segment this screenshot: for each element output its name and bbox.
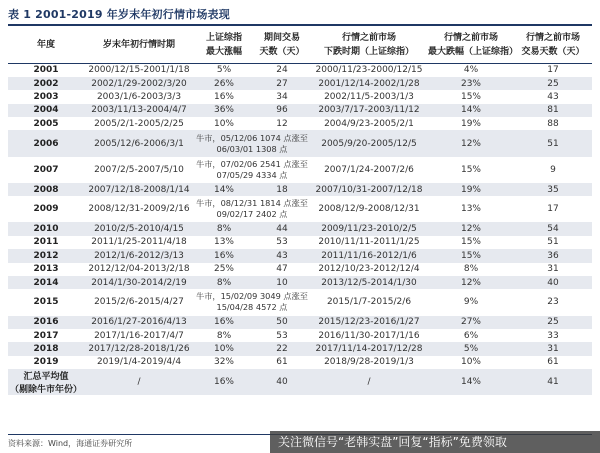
period-cell: 2019/1/4-2019/4/4 (96, 357, 182, 368)
pre-period-cell: 2007/1/24-2007/2/6 (324, 164, 414, 175)
table-title: 表 1 2001-2019 年岁末年初行情市场表现 (8, 8, 230, 21)
year-cell: 2009 (33, 204, 59, 215)
pre-days-cell: 81 (514, 104, 592, 117)
period-cell: 2005/12/6-2006/3/1 (84, 130, 194, 156)
max-rise-cell: 10% (194, 342, 254, 355)
period-cell: 2007/12/18-2008/1/14 (84, 183, 194, 196)
max-rise-cell: 16% (213, 91, 234, 102)
max-rise-cell: 5% (216, 65, 232, 76)
header-max-rise: 上证综指 最大涨幅 (194, 27, 254, 63)
table-row (8, 249, 592, 262)
days-cell: 47 (276, 264, 288, 275)
pre-period-cell: 2013/12/5-2014/1/30 (310, 276, 428, 289)
days-cell: 43 (254, 249, 310, 262)
summary-days-cell: 40 (254, 369, 310, 395)
period-cell: 2000/12/15-2001/1/18 (88, 65, 190, 76)
pre-drop-cell: 4% (463, 65, 479, 76)
days-cell: 24 (276, 65, 288, 76)
table-row (8, 276, 592, 289)
max-rise-cell: 16% (194, 316, 254, 329)
pre-drop-cell: 12% (428, 130, 514, 156)
period-cell: 2014/1/30-2014/2/19 (84, 276, 194, 289)
pre-drop-cell: 19% (428, 183, 514, 196)
pre-drop-cell: 19% (460, 118, 481, 129)
pre-days-cell: 40 (514, 276, 592, 289)
pre-days-cell: 17 (547, 204, 559, 215)
bull-note-cell: 牛市，15/02/09 3049 点涨至 15/04/28 4572 点 (196, 291, 308, 313)
title-rule (8, 24, 592, 26)
max-rise-cell: 13% (213, 237, 234, 248)
pre-period-cell: 2001/12/14-2002/1/28 (310, 77, 428, 90)
table-row (8, 329, 592, 342)
period-cell: 2003/11/13-2004/4/7 (84, 104, 194, 117)
table-row (8, 117, 592, 130)
days-cell: 22 (254, 342, 310, 355)
days-cell: 50 (254, 316, 310, 329)
pre-period-cell: 2008/12/9-2008/12/31 (318, 204, 420, 215)
pre-period-cell: 2003/7/17-2003/11/12 (310, 104, 428, 117)
header-period: 岁末年初行情时期 (84, 27, 194, 63)
days-cell: 34 (276, 91, 288, 102)
period-cell: 2002/1/29-2002/3/20 (84, 77, 194, 90)
period-cell: 2017/1/16-2017/4/7 (94, 330, 184, 341)
max-rise-cell: 36% (194, 104, 254, 117)
days-cell: 12 (276, 118, 288, 129)
pre-period-cell: 2009/11/23-2010/2/5 (310, 222, 428, 235)
table-row (8, 222, 592, 235)
max-rise-cell: 14% (194, 183, 254, 196)
pre-days-cell: 23 (547, 297, 559, 308)
year-cell: 2007 (33, 164, 59, 175)
period-cell: 2017/12/28-2018/1/26 (84, 342, 194, 355)
table-row (8, 130, 592, 156)
pre-drop-cell: 15% (460, 237, 481, 248)
summary-period-cell: / (84, 369, 194, 395)
table-row (8, 157, 592, 183)
header-year: 年度 (8, 27, 84, 63)
table-row (8, 104, 592, 117)
bull-note-cell: 牛市，08/12/31 1814 点涨至 09/02/17 2402 点 (196, 198, 308, 220)
table-row (8, 236, 592, 249)
summary-pre-period-cell: / (310, 369, 428, 395)
year-cell: 2012 (8, 249, 84, 262)
days-cell: 53 (276, 330, 288, 341)
year-cell: 2005 (33, 118, 59, 129)
pre-drop-cell: 12% (428, 222, 514, 235)
days-cell: 27 (254, 77, 310, 90)
year-cell: 2013 (33, 264, 59, 275)
year-cell: 2015 (33, 297, 59, 308)
year-cell: 2003 (33, 91, 59, 102)
pre-drop-cell: 15% (428, 249, 514, 262)
pre-drop-cell: 5% (428, 342, 514, 355)
year-cell: 2002 (8, 77, 84, 90)
days-cell: 96 (254, 104, 310, 117)
pre-period-cell: 2018/9/28-2019/1/3 (324, 357, 414, 368)
days-cell: 18 (254, 183, 310, 196)
table-row (8, 289, 592, 315)
pre-drop-cell: 15% (460, 91, 481, 102)
pre-period-cell: 2017/11/14-2017/12/28 (310, 342, 428, 355)
max-rise-cell: 16% (194, 249, 254, 262)
pre-drop-cell: 14% (428, 104, 514, 117)
summary-pre-days-cell: 41 (514, 369, 592, 395)
pre-drop-cell: 27% (428, 316, 514, 329)
period-cell: 2005/2/1-2005/2/25 (94, 118, 184, 129)
pre-days-cell: 17 (547, 65, 559, 76)
period-cell: 2011/1/25-2011/4/18 (91, 237, 187, 248)
pre-drop-cell: 8% (463, 264, 479, 275)
pre-period-cell: 2005/9/20-2005/12/5 (310, 130, 428, 156)
pre-days-cell: 51 (514, 130, 592, 156)
pre-days-cell: 9 (550, 164, 556, 175)
days-cell: 10 (254, 276, 310, 289)
pre-days-cell: 25 (514, 77, 592, 90)
summary-row (8, 369, 592, 395)
year-cell: 2018 (8, 342, 84, 355)
pre-period-cell: 2015/12/23-2016/1/27 (310, 316, 428, 329)
table-row (8, 196, 592, 222)
pre-period-cell: 2010/11/11-2011/1/25 (318, 237, 420, 248)
max-rise-cell: 8% (216, 330, 232, 341)
table-row (8, 316, 592, 329)
pre-days-cell: 51 (547, 237, 559, 248)
period-cell: 2012/1/6-2012/3/13 (84, 249, 194, 262)
pre-days-cell: 33 (547, 330, 559, 341)
pre-period-cell: 2012/10/23-2012/12/4 (318, 264, 420, 275)
bull-note-cell: 牛市，05/12/06 1074 点涨至 06/03/01 1308 点 (194, 130, 310, 156)
pre-drop-cell: 12% (428, 276, 514, 289)
pre-drop-cell: 10% (460, 357, 481, 368)
pre-drop-cell: 13% (460, 204, 481, 215)
pre-days-cell: 31 (547, 264, 559, 275)
period-cell: 2010/2/5-2010/4/15 (84, 222, 194, 235)
year-cell: 2001 (33, 65, 59, 76)
table-body (8, 63, 592, 395)
year-cell: 2017 (33, 330, 59, 341)
pre-days-cell: 25 (514, 316, 592, 329)
pre-period-cell: 2004/9/23-2005/2/1 (324, 118, 414, 129)
pre-days-cell: 43 (547, 91, 559, 102)
table-row (8, 183, 592, 196)
pre-period-cell: 2016/11/30-2017/1/16 (318, 330, 420, 341)
max-rise-cell: 8% (194, 222, 254, 235)
pre-drop-cell: 15% (460, 164, 481, 175)
header-row (8, 27, 592, 63)
summary-label: 汇总平均值 （剔除牛市年份） (8, 369, 84, 395)
max-rise-cell: 26% (194, 77, 254, 90)
year-cell: 2016 (8, 316, 84, 329)
pre-drop-cell: 9% (463, 297, 479, 308)
pre-days-cell: 31 (514, 342, 592, 355)
year-cell: 2006 (8, 130, 84, 156)
summary-rise-cell: 16% (194, 369, 254, 395)
table-row (8, 90, 592, 103)
pre-period-cell: 2000/11/23-2000/12/15 (315, 65, 423, 76)
year-cell: 2008 (8, 183, 84, 196)
year-cell: 2019 (33, 357, 59, 368)
table-row (8, 263, 592, 276)
days-cell: 44 (254, 222, 310, 235)
summary-drop-cell: 14% (428, 369, 514, 395)
period-cell: 2008/12/31-2009/2/16 (88, 204, 190, 215)
pre-drop-cell: 23% (428, 77, 514, 90)
pre-period-cell: 2015/1/7-2015/2/6 (326, 297, 412, 308)
period-cell: 2016/1/27-2016/4/13 (84, 316, 194, 329)
pre-period-cell: 2002/11/5-2003/1/3 (324, 91, 414, 102)
watermark-banner: 关注微信号“老韩实盘”回复“指标”免费领取 (270, 431, 600, 453)
table-row (8, 77, 592, 90)
period-cell: 2015/2/6-2015/4/27 (94, 297, 184, 308)
pre-days-cell: 54 (514, 222, 592, 235)
header-days: 期间交易 天数（天） (254, 27, 310, 63)
period-cell: 2003/1/6-2003/3/3 (96, 91, 182, 102)
year-cell: 2014 (8, 276, 84, 289)
max-rise-cell: 8% (194, 276, 254, 289)
max-rise-cell: 10% (213, 118, 234, 129)
table-row (8, 356, 592, 369)
header-pre-days: 行情之前市场 交易天数（天） (514, 27, 592, 63)
table-row (8, 63, 592, 77)
max-rise-cell: 25% (213, 264, 234, 275)
period-cell: 2007/2/5-2007/5/10 (94, 164, 184, 175)
source-note: 资料来源：Wind，海通证券研究所 (8, 439, 133, 448)
bull-note-cell: 牛市，07/02/06 2541 点涨至 07/05/29 4334 点 (196, 158, 308, 180)
market-table (8, 27, 592, 395)
pre-days-cell: 88 (547, 118, 559, 129)
pre-drop-cell: 6% (463, 330, 479, 341)
pre-days-cell: 61 (547, 357, 559, 368)
period-cell: 2012/12/04-2013/2/18 (88, 264, 190, 275)
max-rise-cell: 32% (213, 357, 234, 368)
year-cell: 2010 (8, 222, 84, 235)
year-cell: 2011 (33, 237, 59, 248)
header-pre-drop: 行情之前市场 最大跌幅（上证综指） (428, 27, 514, 63)
pre-days-cell: 36 (514, 249, 592, 262)
pre-period-cell: 2011/11/16-2012/1/6 (310, 249, 428, 262)
pre-period-cell: 2007/10/31-2007/12/18 (310, 183, 428, 196)
year-cell: 2004 (8, 104, 84, 117)
table-row (8, 342, 592, 355)
days-cell: 61 (276, 357, 288, 368)
pre-days-cell: 35 (514, 183, 592, 196)
days-cell: 53 (276, 237, 288, 248)
header-pre-period: 行情之前市场 下跌时期（上证综指） (310, 27, 428, 63)
